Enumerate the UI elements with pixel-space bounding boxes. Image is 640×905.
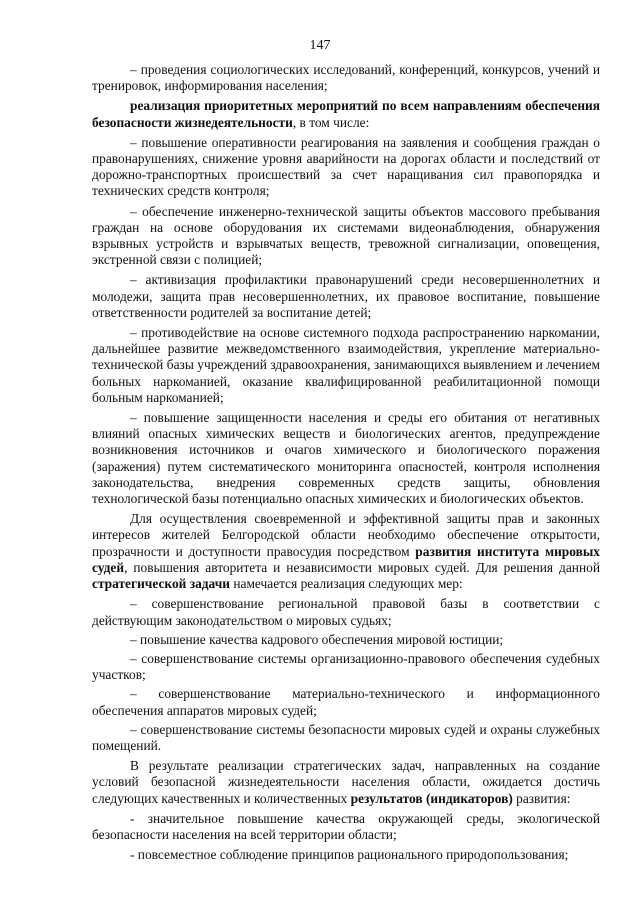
bold-text: результатов (индикаторов) (350, 790, 513, 806)
text-segment: В результате реализации стратегических задач, направленных на создание условий безопасной жизнедеятельности населения области, ожидается достичь следующих качественных и количественных (92, 758, 600, 806)
text-segment: - значительное повышение качества окружающей среды, экологической безопасности населения на всей территории области; (92, 810, 600, 842)
text-segment: – совершенствование системы организационно-правового обеспечения судебных участков; (92, 650, 600, 683)
paragraph (92, 98, 600, 130)
text-segment: намечается реализация следующих мер: (229, 576, 463, 592)
paragraph (92, 651, 600, 683)
text-segment: , повышения авторитета и независимости мировых судей. Для решения данной (124, 559, 600, 575)
paragraph (92, 410, 600, 507)
bold-text: реализация приоритетных мероприятий по всем направлениям обеспечения безопасности жизнедеятельности (92, 98, 600, 130)
paragraph (92, 811, 600, 843)
paragraph (92, 596, 600, 628)
paragraph (92, 847, 600, 863)
paragraph (92, 325, 600, 406)
paragraph (92, 204, 600, 269)
text-segment: – проведения социологических исследований, конференций, конкурсов, учений и тренировок, информирования населения; (92, 62, 600, 94)
bold-text: стратегической задачи (92, 576, 230, 592)
paragraph (92, 62, 600, 94)
paragraph (92, 722, 600, 754)
text-segment: - повсеместное соблюдение принципов рационального природопользования; (130, 847, 569, 863)
text-segment: – совершенствование системы безопасности мировых судей и охраны служебных помещений. (92, 721, 600, 753)
text-segment: – противодействие на основе системного подхода распространению наркомании, дальнейшее развитие межведомственного взаимодействия, укрепление материально-технической базы учреждений здравоохранения, занимающихся выявлением и лечением больных наркоманией, оказание квалифицированной реабилитационной помощи больным наркоманией; (92, 325, 600, 405)
paragraph (92, 272, 600, 321)
text-segment: – повышение качества кадрового обеспечения мировой юстиции; (130, 631, 504, 647)
paragraph (92, 511, 600, 592)
text-segment: – активизация профилактики правонарушений среди несовершеннолетних и молодежи, защита прав несовершеннолетних, их правовое воспитание, повышение ответственности родителей за воспитание детей; (92, 272, 600, 320)
text-segment: – повышение защищенности населения и среды его обитания от негативных влияний опасных химических веществ и биологических агентов, предупреждение возникновения источников и очагов химического и биологического поражения (заражения) путем систематического мониторинга опасностей, контроля исполнения законодательства, внедрения современных средств защиты, обновления технологической базы потенциально опасных химических и биологических объектов. (92, 410, 600, 507)
text-segment: , в том числе: (292, 114, 370, 130)
text-segment: – совершенствование материально-технического и информационного обеспечения аппаратов мировых судей; (92, 686, 600, 718)
text-segment: – обеспечение инженерно-технической защиты объектов массового пребывания граждан на основе оборудования их системами видеонаблюдения, обнаружения взрывных устройств и взрывчатых веществ, тревожной сигнализации, оповещения, экстренной связи с полицией; (92, 203, 600, 268)
page-number: 147 (309, 38, 331, 53)
text-segment: развития: (512, 790, 571, 806)
bold-text: развития института мировых судей (92, 543, 600, 575)
text-segment: – повышение оперативности реагирования на заявления и сообщения граждан о правонарушениях, снижение уровня аварийности на дорогах области и последствий от дорожно-транспортных происшествий за счет наращивания сил правопорядка и технических средств контроля; (92, 134, 600, 199)
paragraph (92, 686, 600, 718)
document-body (92, 62, 600, 867)
text-segment: – совершенствование региональной правовой базы в соответствии с действующим законодательством о мировых судьях; (92, 596, 600, 628)
text-segment: Для осуществления своевременной и эффективной защиты прав и законных интересов жителей Белгородской области необходимо обеспечение открытости, прозрачности и доступности правосудия посредством (92, 511, 600, 559)
paragraph (92, 632, 600, 648)
paragraph (92, 135, 600, 200)
paragraph (92, 758, 600, 807)
